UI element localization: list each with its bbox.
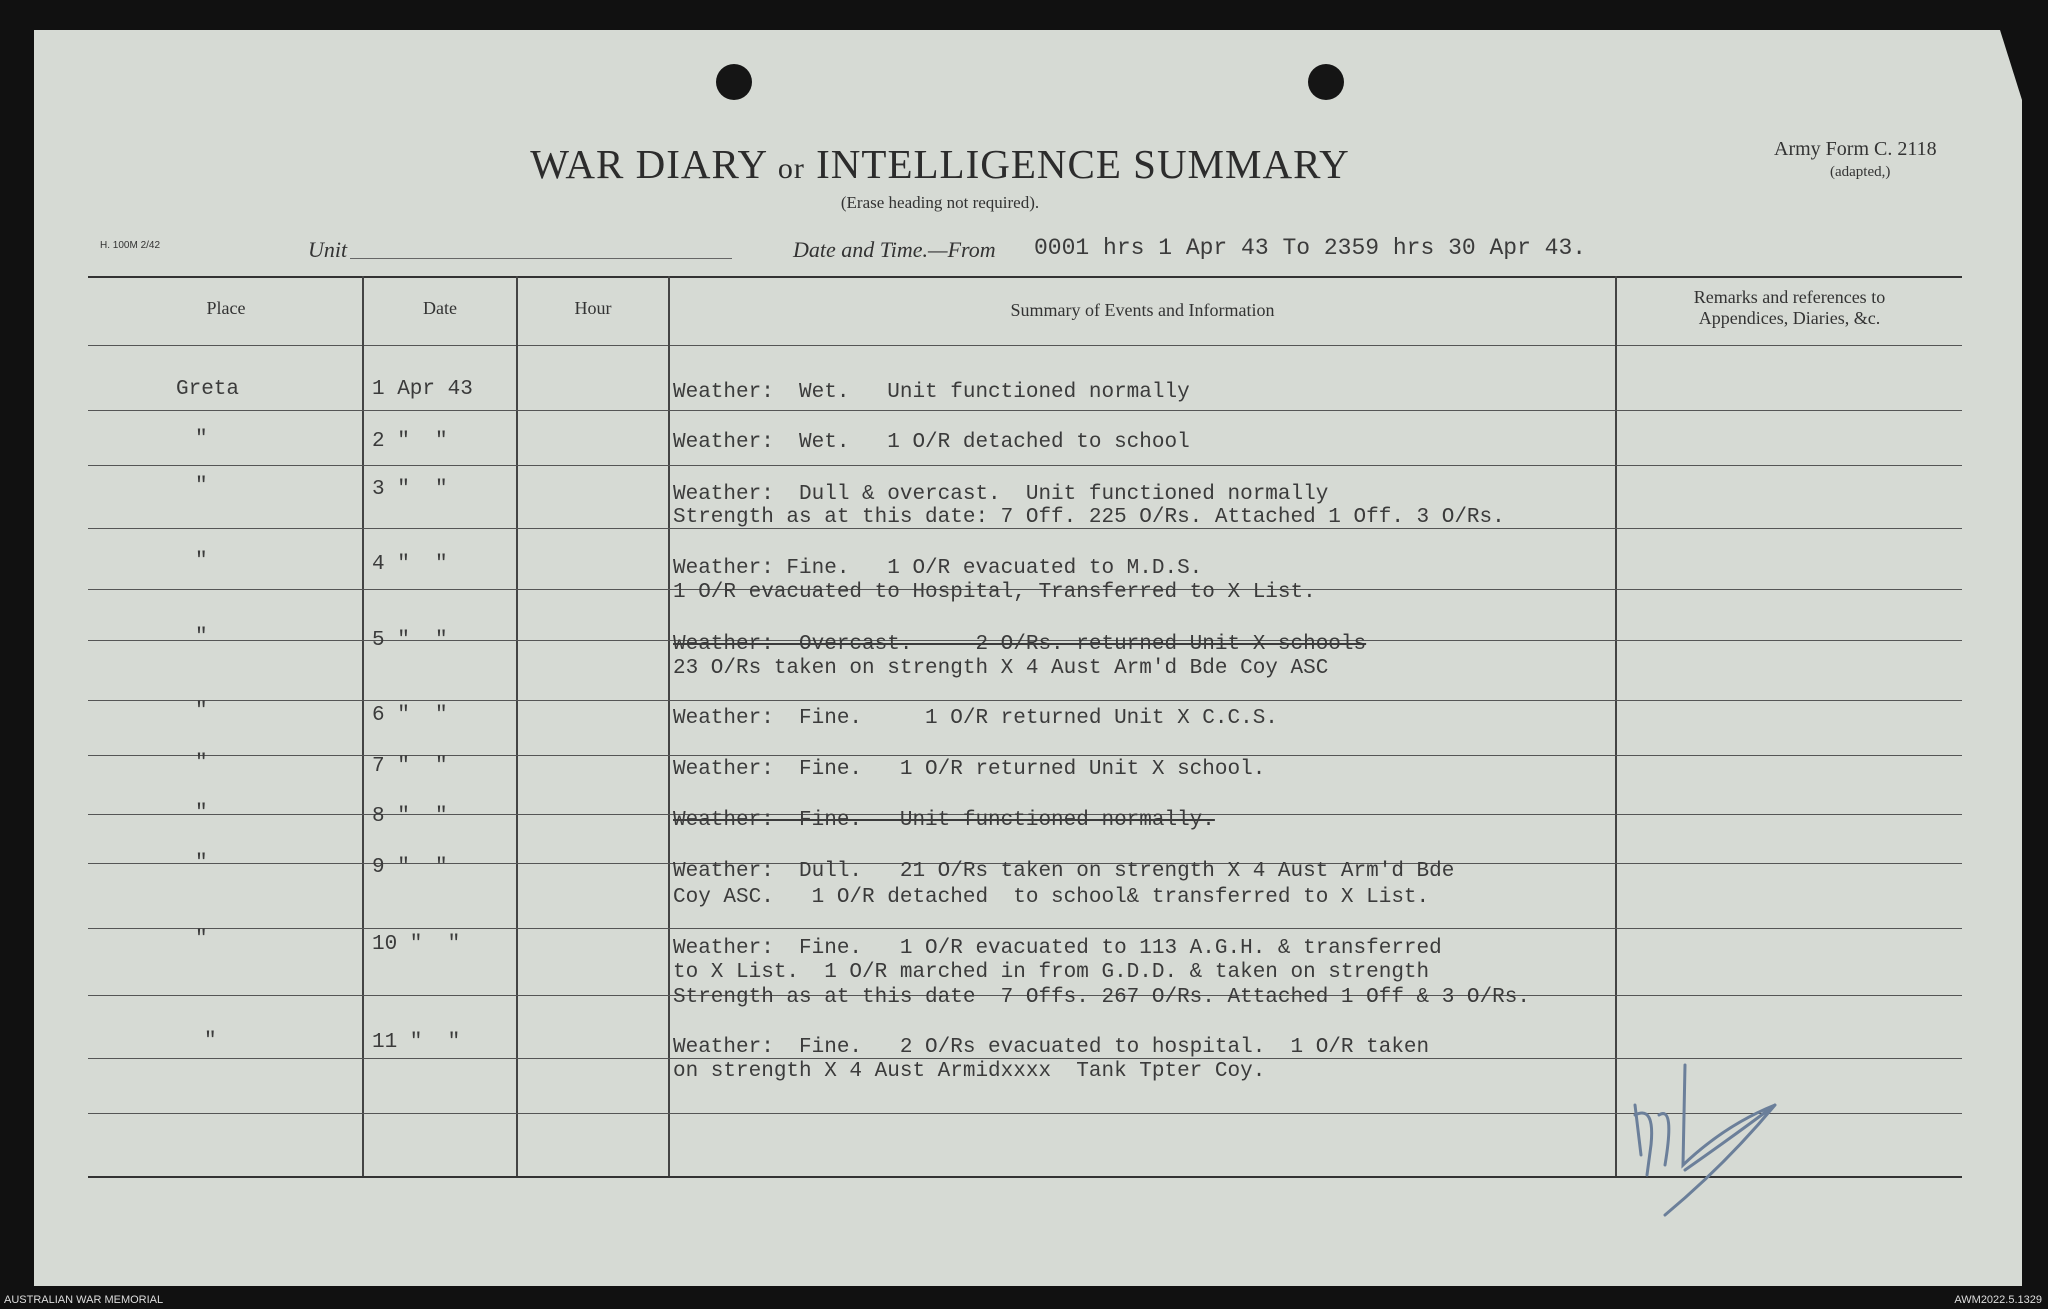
place-cell: " — [195, 752, 208, 775]
summary-line: Strength as at this date: 7 Off. 225 O/Rs. Attached 1 Off. 3 O/Rs. — [673, 506, 1505, 529]
unit-label: Unit — [308, 237, 348, 262]
summary-line: Weather: Fine. 1 O/R returned Unit X C.C.S. — [673, 707, 1278, 730]
summary-line: Weather: Fine. 1 O/R evacuated to 113 A.G.H. & transferred — [673, 937, 1442, 960]
date-cell: 3 " " — [372, 478, 448, 501]
place-cell: " — [195, 428, 208, 451]
summary-line: Weather: Dull & overcast. Unit functioned normally — [673, 483, 1329, 506]
summary-line: Coy ASC. 1 O/R detached to school& transferred to X List. — [673, 886, 1430, 909]
date-cell: 11 " " — [372, 1031, 461, 1054]
row-rule — [88, 928, 1962, 929]
page-title: WAR DIARY or INTELLIGENCE SUMMARY — [530, 141, 1350, 187]
row-rule — [88, 700, 1962, 701]
form-number: Army Form C. 2118 — [1774, 138, 1937, 160]
punch-hole-left — [716, 64, 752, 100]
place-cell: " — [195, 626, 208, 649]
header-remarks — [1617, 287, 1962, 329]
place-cell: " — [195, 802, 208, 825]
header-summary: Summary of Events and Information — [1010, 300, 1275, 320]
form-adapted: (adapted,) — [1830, 164, 1891, 180]
place-cell: " — [195, 550, 208, 573]
footer-archive-name: AUSTRALIAN WAR MEMORIAL — [4, 1294, 164, 1306]
place-cell: Greta — [176, 378, 240, 401]
unit-line — [350, 258, 732, 259]
summary-line: Weather: Fine. 1 O/R evacuated to M.D.S. — [673, 557, 1203, 580]
summary-line: Weather: Fine. 2 O/Rs evacuated to hospital. 1 O/R taken — [673, 1036, 1430, 1059]
summary-line: 1 O/R evacuated to Hospital, Transferred to X List. — [673, 581, 1316, 604]
date-time-label: Date and Time.—From — [793, 237, 996, 262]
row-rule — [88, 755, 1962, 756]
date-cell: 5 " " — [372, 629, 448, 652]
header-date: Date — [423, 298, 457, 318]
date-cell: 10 " " — [372, 933, 461, 956]
handwritten-signature — [1625, 1045, 1805, 1225]
date-cell: 2 " " — [372, 430, 448, 453]
row-rule — [88, 465, 1962, 466]
date-cell: 6 " " — [372, 704, 448, 727]
row-rule — [88, 410, 1962, 411]
summary-line: Weather: Overcast. 2 O/Rs. returned Unit X schools — [673, 633, 1367, 656]
place-cell: " — [195, 928, 208, 951]
header-remarks-line-2: Appendices, Diaries, &c. — [1698, 308, 1881, 328]
torn-corner — [2000, 30, 2022, 100]
header-hour: Hour — [574, 298, 612, 318]
summary-line: Weather: Fine. Unit functioned normally. — [673, 809, 1215, 832]
column-divider — [668, 276, 670, 1176]
column-divider — [362, 276, 364, 1176]
date-cell: 1 Apr 43 — [372, 378, 473, 401]
summary-line: 23 O/Rs taken on strength X 4 Aust Arm'd Bde Coy ASC — [673, 657, 1329, 680]
page-subtitle: (Erase heading not required). — [840, 193, 1040, 212]
date-cell: 7 " " — [372, 755, 448, 778]
place-cell: " — [195, 475, 208, 498]
punch-hole-right — [1308, 64, 1344, 100]
header-remarks-line-1: Remarks and references to — [1693, 287, 1886, 307]
summary-line: Weather: Dull. 21 O/Rs taken on strength X 4 Aust Arm'd Bde — [673, 860, 1455, 883]
summary-line: Weather: Fine. 1 O/R returned Unit X school. — [673, 758, 1266, 781]
summary-line: to X List. 1 O/R marched in from G.D.D. & taken on strength — [673, 961, 1430, 984]
place-cell: " — [195, 700, 208, 723]
date-cell: 4 " " — [372, 553, 448, 576]
column-divider — [516, 276, 518, 1176]
place-cell: " — [204, 1030, 217, 1053]
column-divider — [1615, 276, 1617, 1176]
table-top-rule — [88, 276, 1962, 278]
summary-line: Weather: Wet. Unit functioned normally — [673, 381, 1190, 404]
print-mark: H. 100M 2/42 — [100, 240, 161, 251]
place-cell: " — [195, 852, 208, 875]
summary-line: Strength as at this date 7 Offs. 267 O/Rs. Attached 1 Off & 3 O/Rs. — [673, 986, 1530, 1009]
footer-archive-id: AWM2022.5.1329 — [1954, 1294, 2042, 1306]
date-cell: 8 " " — [372, 805, 448, 828]
summary-line: on strength X 4 Aust Armidxxxx Tank Tpter Coy. — [673, 1060, 1266, 1083]
summary-line: Weather: Wet. 1 O/R detached to school — [673, 431, 1190, 454]
date-cell: 9 " " — [372, 856, 448, 879]
header-place: Place — [206, 298, 246, 318]
date-range: 0001 hrs 1 Apr 43 To 2359 hrs 30 Apr 43. — [1034, 235, 1587, 261]
header-bottom-rule — [88, 345, 1962, 346]
